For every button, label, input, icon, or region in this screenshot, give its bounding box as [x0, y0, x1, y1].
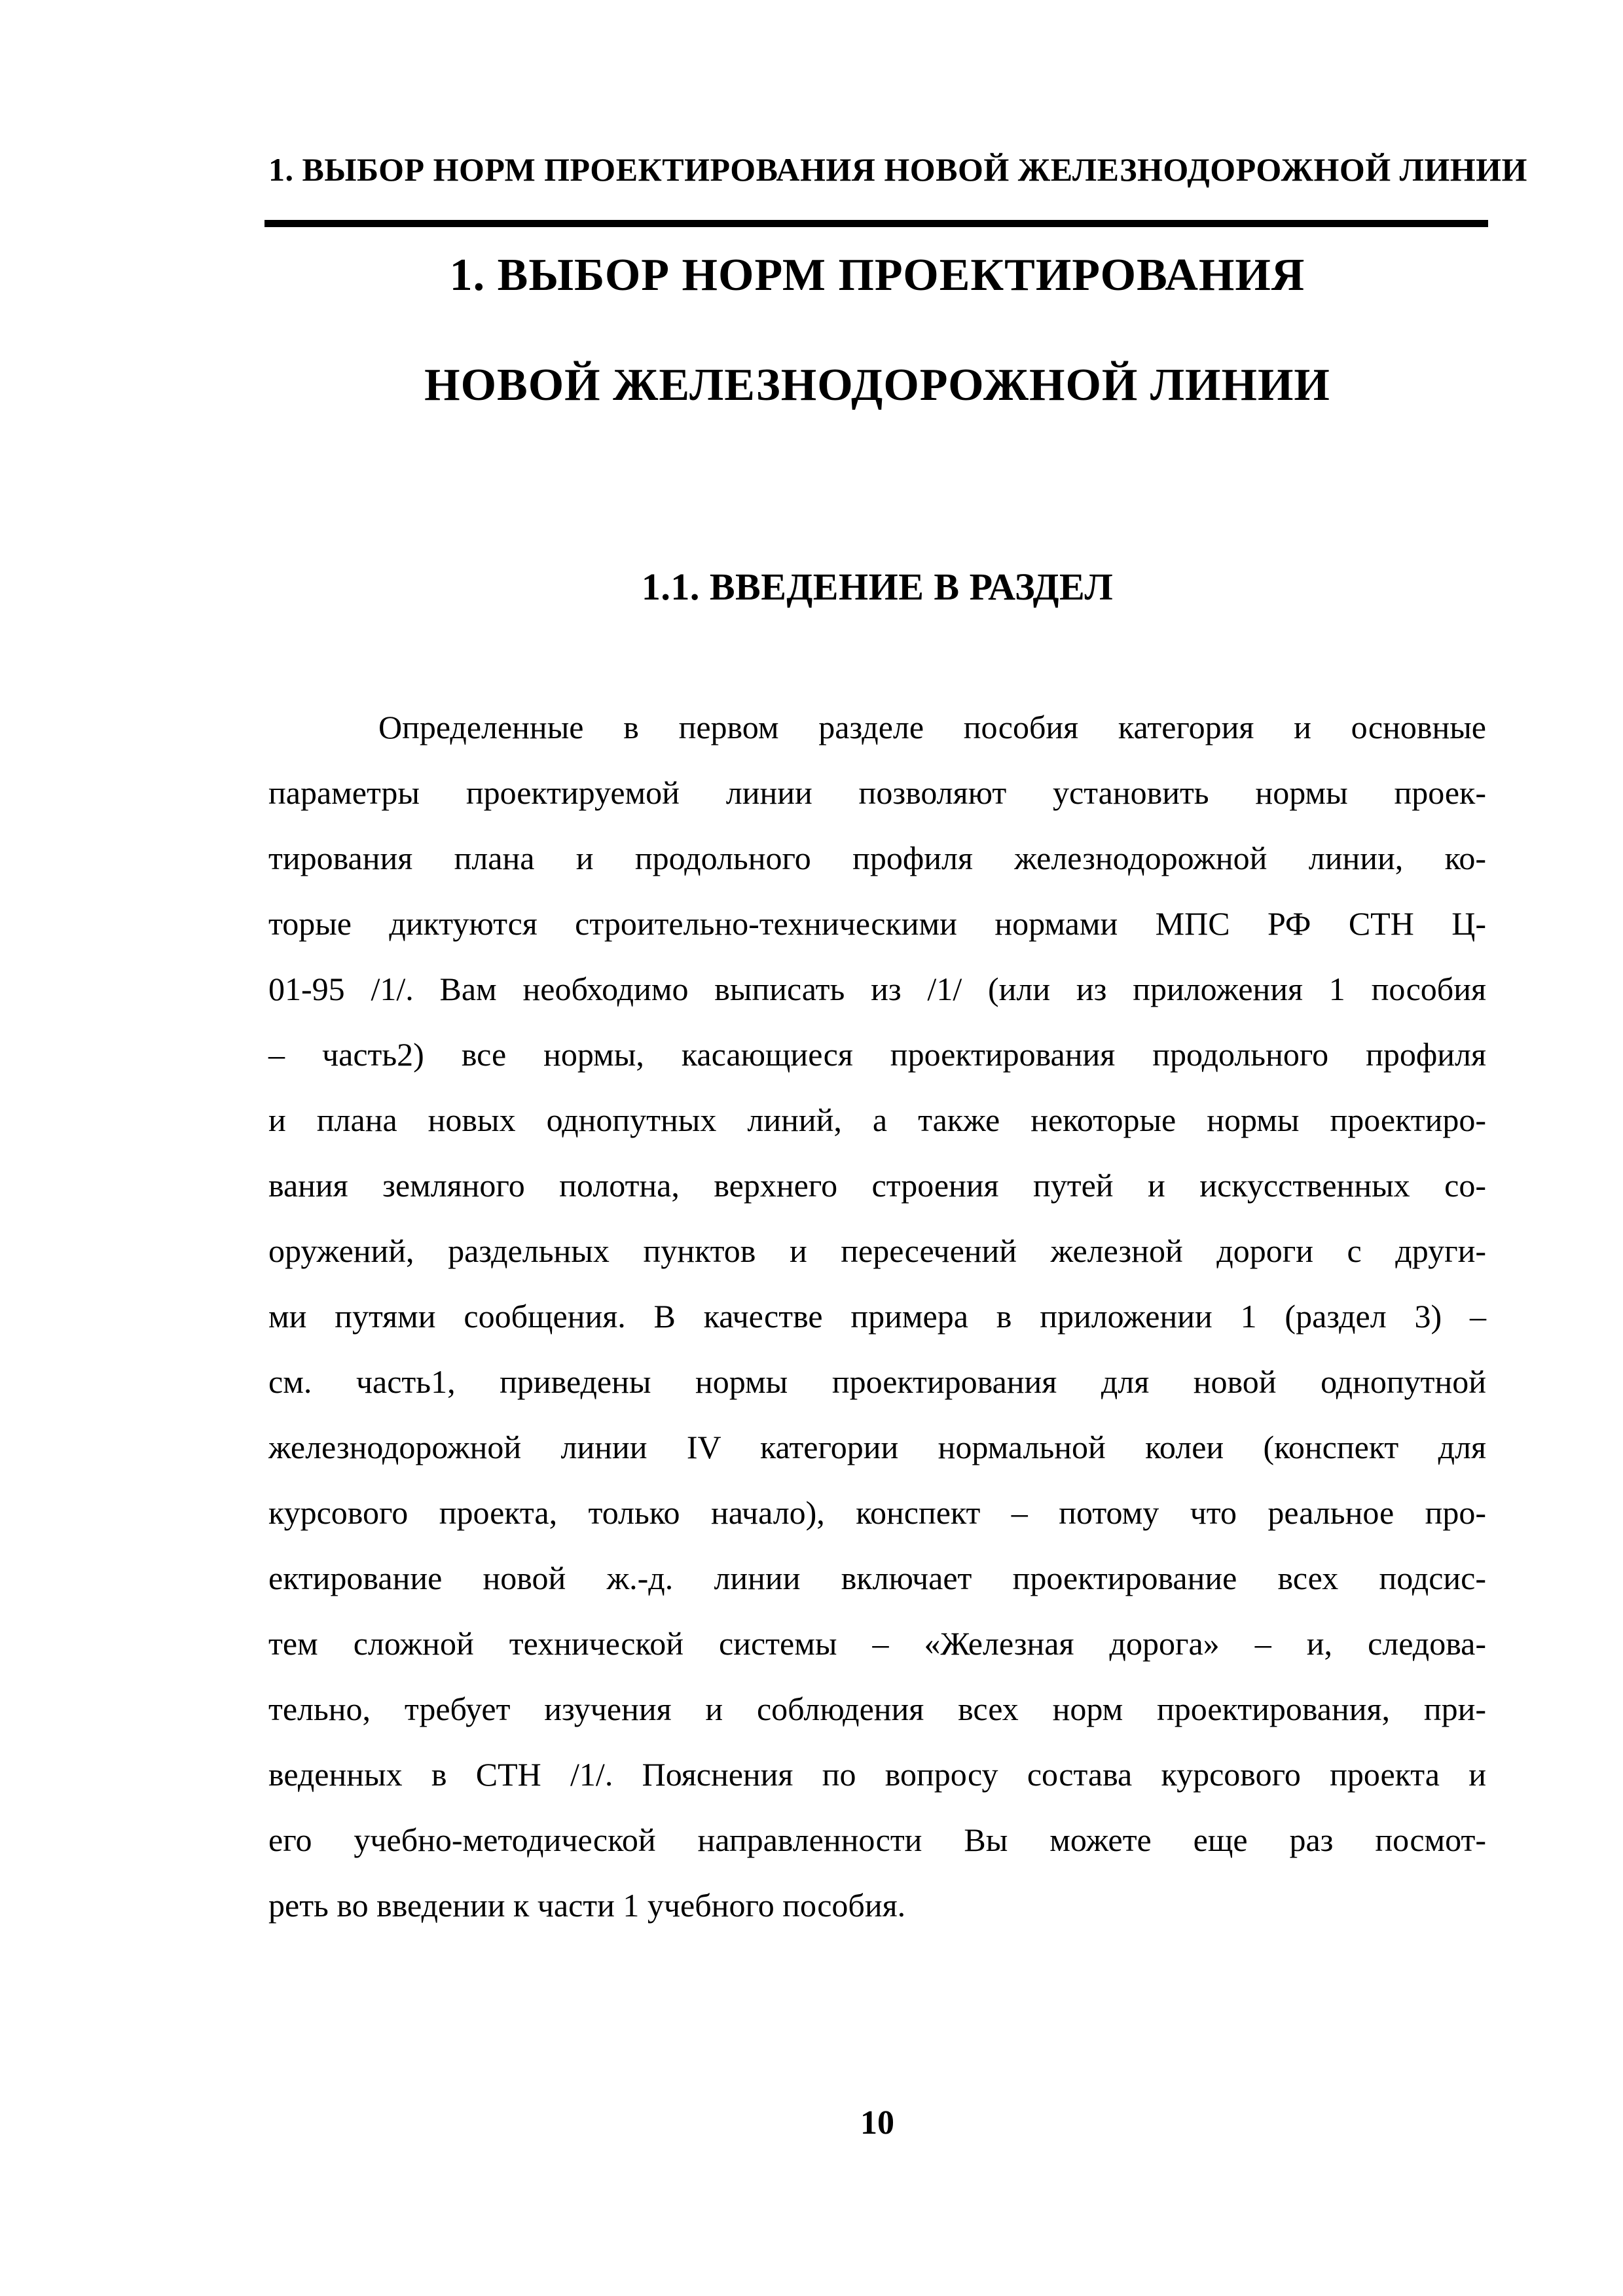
paragraph-line: ми путями сообщения. В качестве примера в приложении 1 (раздел 3) –	[268, 1298, 1486, 1335]
paragraph-line: реть во введении к части 1 учебного пособия.	[268, 1887, 906, 1924]
paragraph-line: торые диктуются строительно-техническими нормами МПС РФ СТН Ц-	[268, 905, 1486, 942]
paragraph-line: 01-95 /1/. Вам необходимо выписать из /1/ (или из приложения 1 пособия	[268, 971, 1486, 1007]
paragraph-line: параметры проектируемой линии позволяют установить нормы проек-	[268, 774, 1486, 811]
header-rule	[264, 220, 1488, 227]
paragraph-line: ектирование новой ж.-д. линии включает проектирование всех подсис-	[268, 1560, 1486, 1596]
paragraph-line: – часть2) все нормы, касающиеся проектирования продольного профиля	[268, 1036, 1486, 1073]
paragraph-line: Определенные в первом разделе пособия категория и основные	[378, 709, 1486, 745]
chapter-title-line-2: НОВОЙ ЖЕЛЕЗНОДОРОЖНОЙ ЛИНИИ	[424, 360, 1330, 410]
paragraph-line: курсового проекта, только начало), конспект – потому что реальное про-	[268, 1494, 1486, 1531]
paragraph-line: тельно, требует изучения и соблюдения всех норм проектирования, при-	[268, 1691, 1486, 1727]
section-heading: 1.1. ВВЕДЕНИЕ В РАЗДЕЛ	[641, 565, 1114, 608]
page-number: 10	[860, 2104, 894, 2142]
running-head: 1. ВЫБОР НОРМ ПРОЕКТИРОВАНИЯ НОВОЙ ЖЕЛЕЗНОДОРОЖНОЙ ЛИНИИ	[268, 151, 1527, 188]
body-paragraph	[268, 694, 1486, 1938]
chapter-title-line-1: 1. ВЫБОР НОРМ ПРОЕКТИРОВАНИЯ	[449, 250, 1305, 300]
paragraph-line: и плана новых однопутных линий, а также некоторые нормы проектиро-	[268, 1102, 1486, 1138]
paragraph-line: его учебно-методической направленности Вы можете еще раз посмот-	[268, 1821, 1486, 1858]
paragraph-line: веденных в СТН /1/. Пояснения по вопросу состава курсового проекта и	[268, 1756, 1486, 1793]
paragraph-line: тем сложной технической системы – «Железная дорога» – и, следова-	[268, 1625, 1486, 1662]
paragraph-line: вания земляного полотна, верхнего строения путей и искусственных со-	[268, 1167, 1486, 1204]
paragraph-line: см. часть1, приведены нормы проектирования для новой однопутной	[268, 1363, 1486, 1400]
paragraph-line: тирования плана и продольного профиля железнодорожной линии, ко-	[268, 840, 1486, 876]
paragraph-line: оружений, раздельных пунктов и пересечений железной дороги с други-	[268, 1232, 1486, 1269]
paragraph-line: железнодорожной линии IV категории нормальной колеи (конспект для	[268, 1429, 1486, 1465]
